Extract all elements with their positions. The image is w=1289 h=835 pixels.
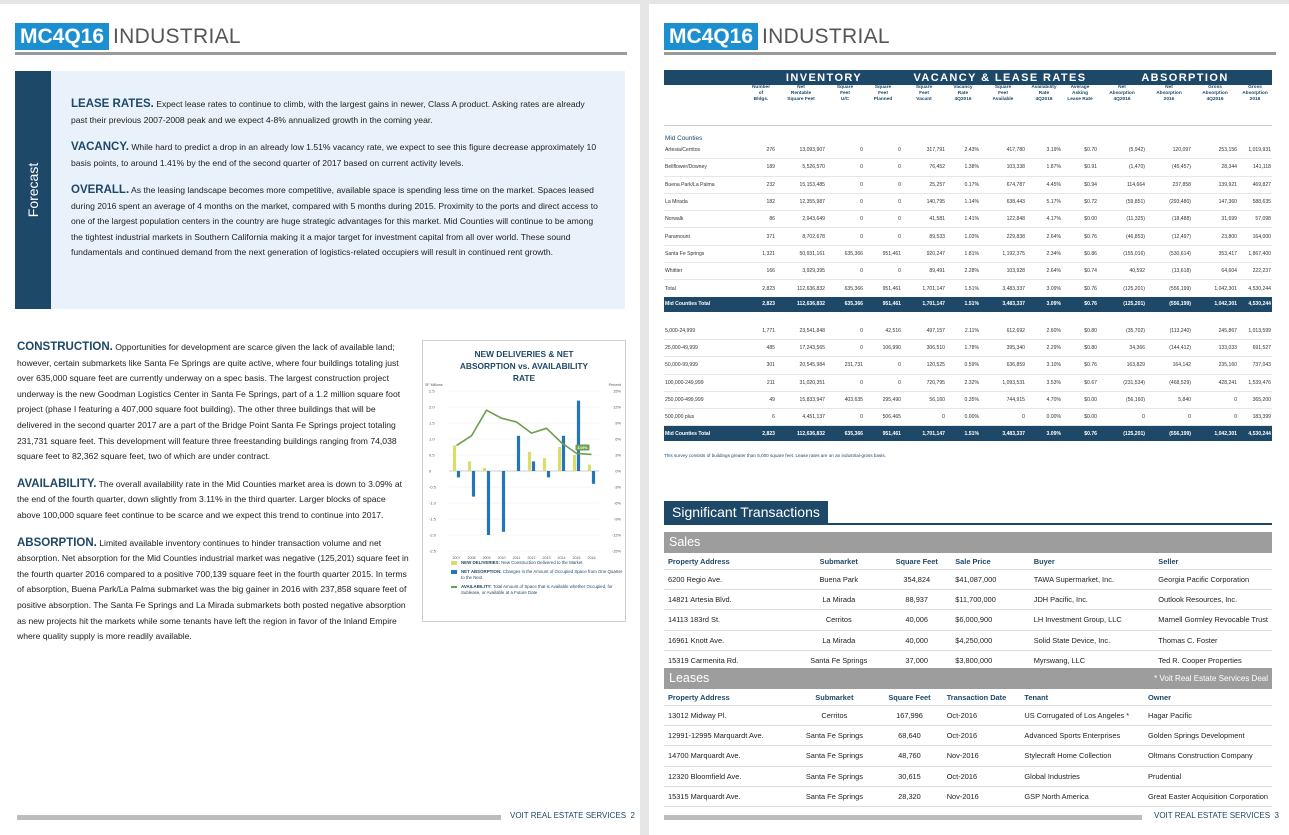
deliveries-bar [453, 445, 456, 471]
x-tick-label: 2007 [452, 556, 461, 560]
x-tick-label: 2009 [482, 556, 491, 560]
table-row: 250,000-499,999 49 15,833,947 403,635 295,490 56,160 0.35% 744,915 4.70% $0.00 (56,160) 5,840 0 365,200 [664, 391, 1272, 408]
deliveries-bar [483, 468, 486, 471]
y-axis-right-label: Percent [608, 383, 621, 387]
forecast-paragraph: VACANCY. While hard to predict a drop in an already low 1.51% vacancy rate, we expect to see this figure decrease approximately 10 basis points, to around 1.41% by the end of the second quarter of 2017 based on current activity levels. [71, 141, 597, 168]
transaction-row: 13012 Midway Pl. Cerritos 167,996 Oct-2016 US Corrugated of Los Angeles * Hagar Pacific [664, 706, 1272, 726]
table-section-label: Mid Counties [665, 135, 703, 142]
transaction-row: 14821 Artesia Blvd. La Mirada 88,937 $11,700,000 JDH Pacific, Inc. Outlook Resources, Inc. [664, 590, 1272, 610]
footer-text: VOIT REAL ESTATE SERVICES 2 [510, 811, 635, 820]
table-group-header [664, 70, 1272, 85]
legend-swatch [451, 570, 457, 574]
table-row: 500,000 plus 6 4,451,137 0 506,465 0 0.00% 0 0.00% $0.00 0 0 0 183,399 [664, 409, 1272, 426]
transaction-row: 15319 Carmenita Rd. Santa Fe Springs 37,000 $3,800,000 Myrswang, LLC Ted R. Cooper Properties [664, 650, 1272, 670]
transaction-row: 12991-12995 Marquardt Ave. Santa Fe Springs 68,640 Oct-2016 Advanced Sports Enterprises Golden Springs Development [664, 726, 1272, 746]
availability-line [457, 410, 592, 454]
column-header: Availability Rate 4Q2016 [1026, 85, 1062, 126]
legend-item: NEW DELIVERIES: New Construction Delivered to the Market [451, 560, 623, 566]
report-badge: MC4Q16 [15, 23, 109, 50]
absorption-bar [502, 471, 505, 532]
x-tick-label: 2010 [497, 556, 506, 560]
legend-item: NET ABSORPTION: Changes in the Amount of Occupied Space from One Quarter to the Next [451, 569, 623, 581]
body-text [17, 340, 409, 657]
absorption-bar [517, 436, 520, 471]
column-header: Square Feet Vacant [902, 85, 946, 126]
column-header: Average Asking Lease Rate [1062, 85, 1098, 126]
transaction-row: 14113 183rd St. Cerritos 40,006 $6,000,900 LH Investment Group, LLC Marnell Gormley Revocable Trust [664, 610, 1272, 630]
column-header: Net Rentable Square Feet [776, 85, 826, 126]
absorption-bar [472, 471, 475, 497]
y-tick-label-right: -15% [611, 548, 621, 554]
transaction-row: 14700 Marquardt Ave. Santa Fe Springs 48,760 Nov-2016 Stylecraft Home Collection Oltmans Construction Company [664, 746, 1272, 766]
absorption-bar [457, 471, 460, 477]
table-row: 50,000-99,999 301 20,545,984 231,731 0 120,525 0.59% 636,859 3.10% $0.76 163,829 164,142 235,160 737,043 [664, 357, 1272, 374]
table-row: Paramount 371 8,702,678 0 0 89,533 1.03% 229,838 2.64% $0.76 (46,853) (12,497) 23,800 164,000 [664, 228, 1272, 245]
y-tick-label-right: -3% [613, 484, 621, 490]
footer-rule [17, 815, 501, 820]
deliveries-bar [573, 455, 576, 471]
y-tick-label-right: 6% [615, 436, 621, 442]
transaction-header-row: Property Address Submarket Square Feet Sale Price Buyer Seller [664, 553, 1272, 570]
forecast-paragraph: LEASE RATES. Expect lease rates to continue to climb, with the largest gains in newer, Class A product. Asking rates are already past their previous 2007-2008 peak and we expect 4-8% annualized growth in the coming year. [71, 98, 585, 125]
report-title: INDUSTRIAL [113, 25, 241, 48]
section-rule [664, 523, 1272, 525]
y-tick-label-left: -2.5 [429, 548, 436, 554]
x-tick-label: 2011 [512, 556, 521, 560]
sales-table [664, 553, 1272, 671]
table-row: 25,000-49,999 485 17,243,565 0 106,990 306,510 1.78% 395,340 2.29% $0.80 34,366 (144,412) 133,033 691,527 [664, 339, 1272, 356]
body-paragraph: CONSTRUCTION. Opportunities for development are scarce given the lack of available land; however, certain submarkets like Santa Fe Springs are quite active, where four buildings totaling just over 635,000 square feet are currently underway on a spec basis. The largest construction project underway is the new Goodman Logistics Center in Santa Fe Springs, part of a 1.2 million square foot project (phase I featuring a 407,000 square foot building). The other three buildings that will be delivered in the second quarter 2017 are a part of the Bridge Point Santa Fe Springs project totaling 231,731 square feet. This development will feature three freestanding buildings ranging from 74,038 square feet to 82,362 square feet, two of which are under contract. [17, 341, 401, 462]
table-row: 5,000-24,999 1,771 23,541,848 0 42,516 497,157 2.11% 612,692 2.60% $0.80 (35,702) (113,240) 245,867 1,013,599 [664, 323, 1272, 340]
leases-bar: Leases * Voit Real Estate Services Deal [664, 668, 1272, 689]
body-paragraph: AVAILABILITY. The overall availability rate in the Mid Counties market area is down to 3.09% at the end of the fourth quarter, down slightly from 3.11% in the third quarter. Larger blocks of space above 100,000 square feet continue to be scarce and we expect this trend to continue into 2017. [17, 477, 402, 520]
table-row: 100,000-249,999 211 31,020,351 0 0 720,795 2.32% 1,093,531 3.53% $0.67 (231,534) (468,529) 428,241 1,539,476 [664, 374, 1272, 391]
y-tick-label-right: -9% [613, 516, 621, 522]
survey-note: This survey consists of buildings greater than 5,000 square feet. Lease rates are on an industrial-gross basis. [664, 453, 886, 458]
table-row: Whittier 166 3,929,395 0 0 89,491 2.28% 103,928 2.64% $0.74 40,592 (13,618) 64,604 222,237 [664, 263, 1272, 280]
group-absorption: ABSORPTION [1098, 70, 1272, 85]
y-tick-label-right: 9% [615, 420, 621, 426]
transaction-row: 6200 Regio Ave. Buena Park 354,824 $41,087,000 TAWA Supermarket, Inc. Georgia Pacific Corporation [664, 570, 1272, 590]
table-row: Bellflower/Downey 189 5,526,570 0 0 76,452 1.38% 103,338 1.87% $0.91 (1,470) (45,457) 28,344 141,118 [664, 159, 1272, 176]
y-tick-label-left: -1.0 [429, 500, 436, 506]
mid-counties-total-row: Mid Counties Total 2,823 112,636,832 635,366 951,461 1,701,147 1.51% 3,483,337 3.09% $0.76 (125,201) (556,199) 1,042,301 4,530,244 [664, 426, 1272, 442]
y-tick-label-right: 3% [615, 452, 621, 458]
column-header: Square Feet U/C [826, 85, 864, 126]
column-header: Gross Absorption 4Q2016 [1192, 85, 1238, 126]
y-tick-label-left: 1.5 [429, 420, 435, 426]
table-row: Artesia/Cerritos 276 13,093,907 0 0 317,791 2.43% 417,780 3.19% $0.70 (5,942) 120,097 253,156 1,019,931 [664, 142, 1272, 159]
y-tick-label-left: 0.5 [429, 452, 435, 458]
x-tick-label: 2016 [587, 556, 596, 560]
table-row: Norwalk 86 2,943,649 0 0 41,581 1.41% 122,848 4.17% $0.00 (11,325) (18,488) 31,699 57,098 [664, 211, 1272, 228]
absorption-bar [562, 436, 565, 471]
total-row: Total 2,823 112,636,832 635,366 951,461 1,701,147 1.51% 3,483,337 3.09% $0.76 (125,201) (556,199) 1,042,301 4,530,244 [665, 285, 1271, 292]
column-header: Gross Absorption 2016 [1238, 85, 1272, 126]
column-header: Net Absorption 4Q2016 [1098, 85, 1146, 126]
deliveries-bar [558, 447, 561, 471]
y-tick-label-left: 1.0 [429, 436, 435, 442]
column-header: Square Feet Available [980, 85, 1026, 126]
forecast-tab: Forecast [15, 71, 51, 309]
legend-swatch [451, 561, 457, 565]
x-tick-label: 2014 [557, 556, 566, 560]
x-tick-label: 2012 [527, 556, 536, 560]
transaction-row: 12320 Bloomfield Ave. Santa Fe Springs 30,615 Oct-2016 Global Industries Prudential [664, 766, 1272, 786]
transaction-row: 16961 Knott Ave. La Mirada 40,000 $4,250,000 Solid State Device, Inc. Thomas C. Foster [664, 630, 1272, 650]
y-tick-label-left: 2.5 [429, 388, 435, 394]
chart-title: NEW DELIVERIES & NET ABSORPTION vs. AVAILABILITY RATE [459, 349, 589, 383]
page-left [0, 4, 640, 835]
sales-bar: Sales [664, 532, 1272, 553]
table-row: Buena Park/La Palma 232 15,153,485 0 0 25,257 0.17% 674,787 4.45% $0.94 114,664 237,858 139,921 469,827 [664, 176, 1272, 193]
x-tick-label: 2013 [542, 556, 551, 560]
y-tick-label-left: -1.5 [429, 516, 436, 522]
deliveries-bar [498, 471, 501, 472]
legend-swatch [451, 586, 457, 588]
absorption-bar [592, 471, 595, 484]
y-tick-label-left: -2.0 [429, 532, 436, 538]
deliveries-bar [513, 471, 516, 472]
y-axis-left-label: SF Millions [425, 383, 443, 387]
footer-rule [664, 815, 1142, 820]
transaction-header-row: Property Address Submarket Square Feet Transaction Date Tenant Owner [664, 689, 1272, 706]
report-badge: MC4Q16 [664, 23, 758, 50]
forecast-text [71, 97, 603, 273]
table-row: La Mirada 182 12,355,987 0 0 140,795 1.14% 638,443 5.17% $0.72 (59,851) (293,480) 147,360 588,635 [664, 193, 1272, 210]
y-tick-label-right: 0% [615, 468, 621, 474]
table-column-header [664, 85, 1272, 126]
y-tick-label-right: 12% [612, 404, 621, 410]
absorption-bar [547, 471, 550, 477]
y-tick-label-left: 0 [429, 468, 432, 474]
forecast-paragraph: OVERALL. As the leasing landscape becomes more competitive, available space is spending less time on the market. Spaces leased during 2016 spent an average of 4 months on the market, compared with 5 months during 2015. Proximity to the ports and direct access to one of the largest population centers in the country are huge strategic advantages for this market. Mid Counties will continue to be among the tightest industrial markets in Southern California making it a major target for investment capital from all over world. These sound fundamentals and continued demand from the next generation of logistics-related occupiers will result in continued rent growth. [71, 184, 598, 257]
absorption-chart [422, 340, 626, 622]
body-paragraph: ABSORPTION. Limited available inventory continues to hinder transaction volume and net absorption. Net absorption for the Mid Counties industrial market was negative (125,201) square feet in the fourth quarter 2016 compared to a positive 700,139 square feet in the fourth quarter 2015. In terms of absorption, Buena Park/La Palma submarket was the big gainer in 2016 with 237,858 square feet of positive absorption. The Santa Fe Springs and La Mirada submarkets both posted negative absorption as new projects hit the markets while some tenants have left the region in favor of the Inland Empire where quality supply is more readily available. [17, 536, 409, 642]
availability-callout-label: 3.09% [577, 445, 588, 450]
market-statistics-table [664, 70, 1272, 441]
leases-table [664, 689, 1272, 807]
y-tick-label-right: -6% [613, 500, 621, 506]
transaction-row: 15315 Marquardt Ave. Santa Fe Springs 28,320 Nov-2016 GSP North America Great Easter Acquisition Corporation [664, 786, 1272, 806]
page-right [649, 4, 1289, 835]
page-header [15, 23, 627, 55]
absorption-bar [532, 461, 535, 471]
group-inventory: INVENTORY [746, 70, 902, 85]
footer-text: VOIT REAL ESTATE SERVICES 3 [1154, 811, 1279, 820]
column-header: Number of Bldgs. [746, 85, 776, 126]
x-tick-label: 2008 [467, 556, 476, 560]
legend-item: AVAILABILITY: Total Amount of Space that is Available whether Occupied, for Sublease, or Available at a Future Date [451, 584, 623, 596]
table-row: Santa Fe Springs 1,321 50,931,161 635,366 951,461 920,247 1.81% 1,192,375 2.34% $0.86 (155,016) (530,614) 353,417 1,867,400 [664, 245, 1272, 262]
y-tick-label-left: 2.0 [429, 404, 435, 410]
page-header [664, 23, 1276, 55]
column-header: Net Absorption 2016 [1146, 85, 1192, 126]
column-header: Vacancy Rate 4Q2016 [946, 85, 980, 126]
absorption-bar [487, 471, 490, 535]
deliveries-bar [528, 452, 531, 471]
report-title: INDUSTRIAL [762, 25, 890, 48]
column-header: Square Feet Planned [864, 85, 902, 126]
x-tick-label: 2015 [572, 556, 581, 560]
absorption-bar [577, 401, 580, 471]
deliveries-bar [468, 461, 471, 471]
chart-legend [451, 560, 623, 599]
deliveries-bar [588, 465, 591, 471]
y-tick-label-right: 15% [612, 388, 621, 394]
y-tick-label-left: -0.5 [429, 484, 436, 490]
mid-counties-total-row: Mid Counties Total 2,823 112,636,832 635,366 951,461 1,701,147 1.51% 3,483,337 3.09% $0.76 (125,201) (556,199) 1,042,301 4,530,244 [664, 297, 1272, 312]
deliveries-bar [543, 458, 546, 471]
y-tick-label-right: -12% [611, 532, 621, 538]
group-vacancy: VACANCY & LEASE RATES [902, 70, 1098, 85]
significant-transactions-title: Significant Transactions [664, 501, 828, 524]
